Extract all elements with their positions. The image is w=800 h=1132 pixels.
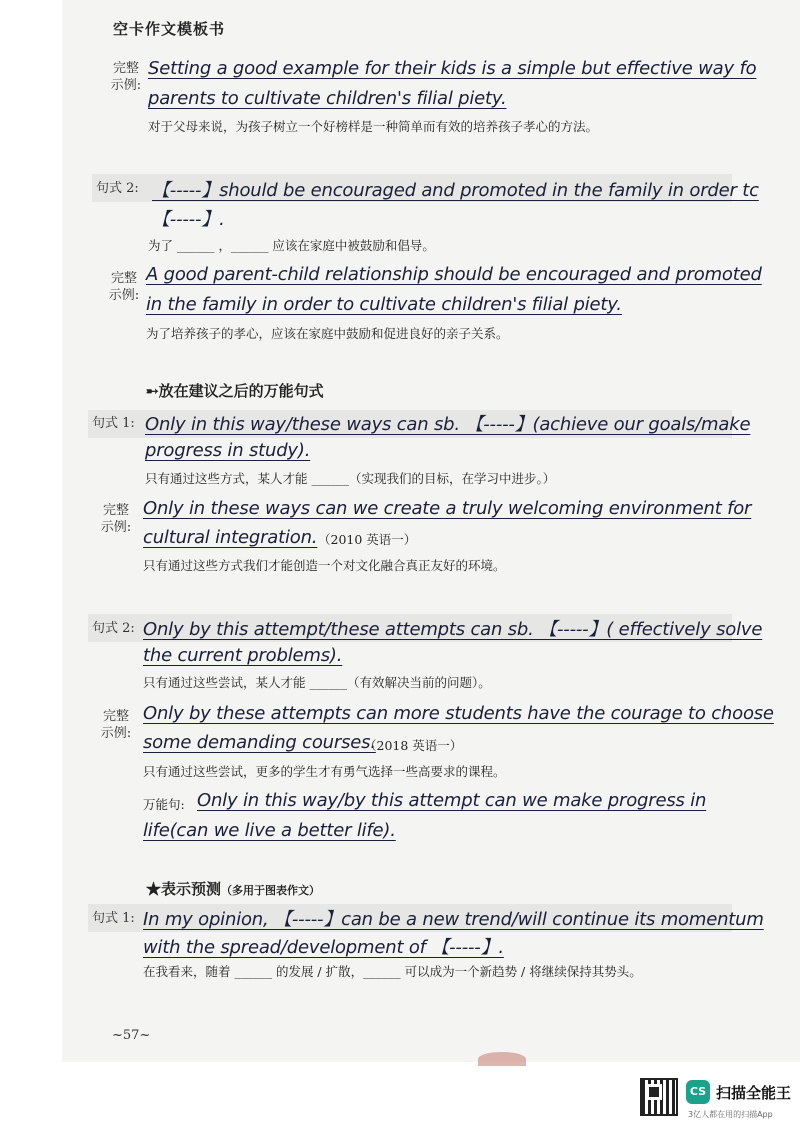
example-sentence-line1: Only by these attempts can more students have the courage to choose: [143, 703, 774, 724]
pattern-translation: 在我看来，随着 ______ 的发展 / 扩散，______ 可以成为一个新趋势 / 将继续保持其势头。: [143, 964, 642, 979]
example-label: 完整 示例:: [100, 709, 132, 741]
pattern-sentence-line1: Only in this way/these ways can sb. 【-----】(achieve our goals/make: [145, 414, 751, 435]
example-sentence-line1: A good parent-child relationship should be encouraged and promoted: [146, 264, 762, 285]
pattern-label: 句式 2:: [92, 621, 135, 636]
qr-code-icon: [640, 1078, 678, 1116]
example-sentence-line1: Setting a good example for their kids is a simple but effective way fo: [148, 58, 757, 79]
universal-sentence-line1: Only in this way/by this attempt can we make progress in: [197, 790, 707, 811]
pattern-label: 句式 1:: [92, 911, 135, 926]
example-translation: 对于父母来说，为孩子树立一个好榜样是一种简单而有效的培养孩子孝心的方法。: [148, 119, 599, 134]
brand-name: 扫描全能王: [716, 1084, 792, 1102]
pattern-label: 句式 1:: [92, 416, 135, 431]
universal-label: 万能句:: [143, 797, 185, 812]
pattern-translation: 只有通过这些尝试，某人才能 ______（有效解决当前的问题）。: [143, 675, 491, 690]
exam-tag: （2018 英语一）: [364, 738, 463, 753]
pattern-sentence-line2: the current problems).: [143, 645, 343, 666]
example-label: 完整 示例:: [110, 61, 142, 93]
page-number: ~57~: [112, 1028, 151, 1043]
example-translation: 只有通过这些方式我们才能创造一个对文化融合真正友好的环境。: [143, 558, 506, 573]
example-sentence-line2: parents to cultivate children's filial piety.: [148, 88, 507, 109]
example-sentence-line2: in the family in order to cultivate children's filial piety.: [146, 294, 622, 315]
example-sentence-line1: Only in these ways can we create a truly welcoming environment for: [143, 498, 752, 519]
section-heading: ★表示预测（多用于图表作文）: [146, 880, 321, 898]
brand-tagline: 3亿人都在用的扫描App: [688, 1110, 773, 1119]
pattern-sentence-line2: with the spread/development of 【-----】.: [143, 937, 504, 958]
pattern-translation: 只有通过这些方式，某人才能 ______（实现我们的目标，在学习中进步。）: [145, 471, 556, 486]
example-label: 完整 示例:: [108, 271, 140, 303]
universal-sentence-line2: life(can we live a better life).: [143, 820, 396, 841]
pattern-label: 句式 2:: [96, 181, 139, 196]
pattern-sentence-line2: progress in study).: [145, 440, 311, 461]
section-heading: ➸放在建议之后的万能句式: [146, 382, 324, 400]
example-translation: 只有通过这些尝试，更多的学生才有勇气选择一些高要求的课程。: [143, 764, 506, 779]
pattern-sentence-line1: In my opinion, 【-----】can be a new trend/will continue its momentum: [143, 909, 764, 930]
finger-smudge: [478, 1052, 526, 1066]
pattern-sentence-line2: 【-----】.: [152, 209, 225, 230]
example-translation: 为了培养孩子的孝心，应该在家庭中鼓励和促进良好的亲子关系。: [146, 326, 509, 341]
example-sentence-line2: cultural integration.: [143, 527, 318, 548]
book-title: 空卡作文模板书: [113, 20, 226, 38]
pattern-sentence-line1: Only by this attempt/these attempts can sb. 【-----】( effectively solve: [143, 619, 763, 640]
example-label: 完整 示例:: [100, 503, 132, 535]
pattern-translation: 为了 ______ ，______ 应该在家庭中被鼓励和倡导。: [148, 238, 435, 253]
exam-tag: （2010 英语一）: [318, 532, 417, 547]
pattern-sentence-line1: 【-----】should be encouraged and promoted in the family in order tc: [152, 180, 759, 201]
scanner-watermark: [632, 1076, 800, 1126]
example-sentence-line2: some demanding courses.: [143, 732, 376, 753]
camscanner-logo-icon: CS: [686, 1080, 710, 1104]
